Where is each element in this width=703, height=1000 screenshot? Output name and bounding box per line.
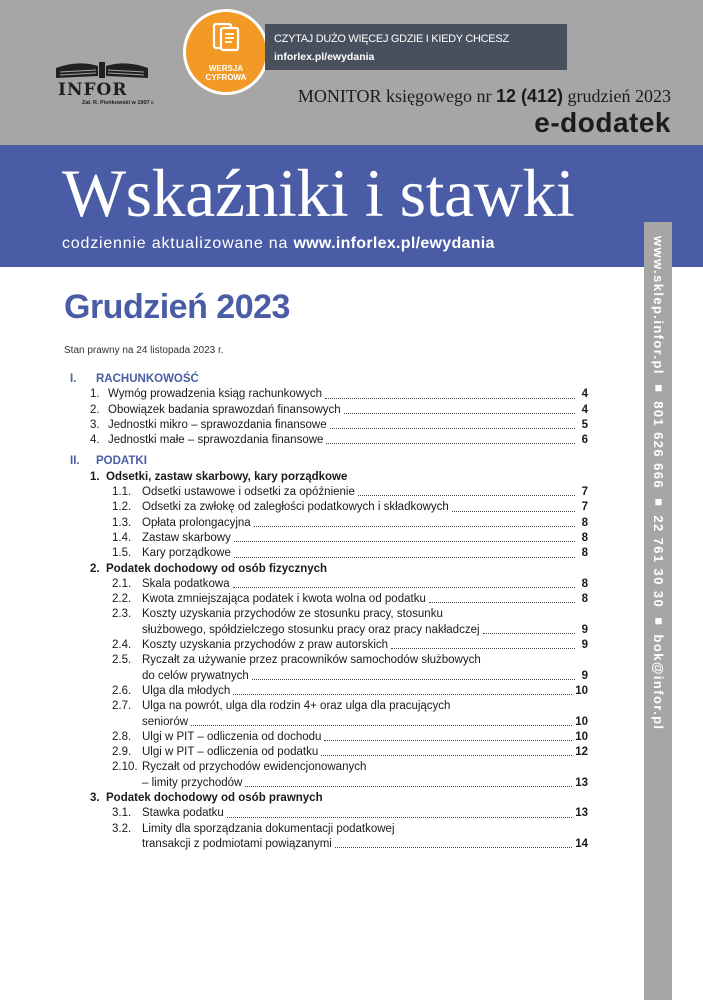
title-subline: [62, 235, 495, 253]
toc-entry-line: [90, 418, 588, 433]
toc-entry-title-cont: seniorów: [142, 715, 189, 728]
toc-entry-line: [90, 403, 588, 418]
toc-page-number: 8: [581, 593, 588, 606]
toc-entry[interactable]: [64, 577, 588, 592]
toc-section-accounting[interactable]: I. RACHUNKOWOŚĆ: [70, 373, 199, 385]
toc-entry-title: Limity dla sporządzania dokumentacji podatkowej: [142, 822, 395, 835]
toc-entry[interactable]: [64, 607, 588, 638]
toc-page-number: 9: [581, 639, 588, 652]
toc-entry-line: [112, 715, 588, 730]
toc-leader-dots: [483, 633, 575, 634]
toc-leader-dots: [429, 602, 575, 603]
toc-entry-line: [112, 546, 588, 561]
toc-subsection[interactable]: 3. Podatek dochodowy od osób prawnych: [90, 792, 323, 805]
toc-entry-number: 1.5.: [112, 547, 132, 560]
toc-entry-line: [90, 433, 588, 448]
toc-entry-title: Ulga na powrót, ulga dla rodzin 4+ oraz ulga dla pracujących: [142, 700, 451, 713]
toc-entry-number: 2.9.: [112, 746, 132, 759]
toc-entry-line: [90, 387, 588, 402]
toc-entry-title-cont: do celów prywatnych: [142, 669, 249, 682]
promo-box[interactable]: [265, 24, 567, 70]
toc-entry[interactable]: [64, 730, 588, 745]
issue-prefix: MONITOR księgowego nr: [297, 86, 496, 106]
toc-entry-title: Ulgi w PIT – odliczenia od podatku: [142, 746, 319, 759]
toc-entry-line: [112, 607, 588, 622]
subline-url[interactable]: www.inforlex.pl/ewydania: [293, 235, 495, 252]
toc-leader-dots: [452, 511, 575, 512]
page-title: Wskaźniki i stawki: [62, 155, 575, 231]
toc-page-number: 10: [575, 715, 588, 728]
table-of-contents: [64, 372, 588, 852]
toc-entry-line: [112, 592, 588, 607]
toc-entry-number: 1.4.: [112, 531, 132, 544]
toc-leader-dots: [234, 541, 575, 542]
toc-entry-number: 2.2.: [112, 593, 132, 606]
toc-entry[interactable]: [64, 516, 588, 531]
toc-entry-title: Koszty uzyskania przychodów ze stosunku pracy, stosunku: [142, 608, 443, 621]
toc-entry[interactable]: [64, 806, 588, 821]
toc-entry-title: Obowiązek badania sprawozdań finansowych: [108, 403, 341, 416]
toc-page-number: 8: [581, 577, 588, 590]
toc-leader-dots: [254, 526, 575, 527]
toc-entry-title: Jednostki mikro – sprawozdania finansowe: [108, 418, 327, 431]
toc-entry[interactable]: [64, 653, 588, 684]
toc-entry-number: 2.5.: [112, 654, 132, 667]
toc-entry-title: Ryczałt od przychodów ewidencjonowanych: [142, 761, 367, 774]
toc-entry[interactable]: [64, 699, 588, 730]
toc-entry[interactable]: [64, 418, 588, 433]
toc-entry-number: 2.8.: [112, 730, 132, 743]
toc-entry[interactable]: [64, 822, 588, 853]
toc-entry-line: [112, 684, 588, 699]
toc-entry-title: Stawka podatku: [142, 807, 224, 820]
toc-page-number: 10: [575, 730, 588, 743]
toc-entry-number: 2.10.: [112, 761, 138, 774]
toc-leader-dots: [344, 413, 575, 414]
toc-entry-number: 1.2.: [112, 501, 132, 514]
toc-leader-dots: [233, 587, 575, 588]
toc-entry[interactable]: [64, 500, 588, 515]
toc-entry[interactable]: [64, 387, 588, 402]
toc-entry-line: [112, 638, 588, 653]
toc-entry-line: [112, 806, 588, 821]
toc-entry-line: [112, 745, 588, 760]
toc-entry-number: 2.: [90, 403, 100, 416]
toc-entry-line: [112, 531, 588, 546]
month-heading: Grudzień 2023: [64, 288, 290, 326]
toc-entry-title: Kary porządkowe: [142, 547, 231, 560]
contact-text: www.sklep.infor.pl ■ 801 626 666 ■ 22 761 30 30 ■ bok@infor.pl: [651, 236, 666, 731]
badge-line-2: CYFROWA: [205, 73, 247, 82]
toc-entry-line: [112, 485, 588, 500]
toc-page-number: 8: [581, 531, 588, 544]
toc-leader-dots: [330, 428, 575, 429]
toc-entry-number: 1.3.: [112, 516, 132, 529]
toc-entry-number: 2.3.: [112, 608, 132, 621]
toc-entry-title: Zastaw skarbowy: [142, 531, 231, 544]
toc-entry-title: Ulga dla młodych: [142, 684, 231, 697]
toc-entry[interactable]: [64, 745, 588, 760]
toc-leader-dots: [227, 817, 572, 818]
toc-leader-dots: [245, 786, 572, 787]
toc-page-number: 13: [575, 776, 588, 789]
toc-leader-dots: [191, 725, 572, 726]
toc-page-number: 7: [581, 486, 588, 499]
toc-entry-line: [112, 516, 588, 531]
toc-entry[interactable]: [64, 760, 588, 791]
toc-page-number: 10: [575, 684, 588, 697]
toc-entry[interactable]: [64, 684, 588, 699]
toc-entry-number: 1.1.: [112, 486, 132, 499]
toc-entry-line: [112, 500, 588, 515]
toc-leader-dots: [358, 495, 575, 496]
toc-page-number: 5: [581, 418, 588, 431]
toc-page-number: 8: [581, 516, 588, 529]
issue-info: [298, 86, 671, 107]
logo-subtitle: Zał. R. Pieńkowski w 1907 r.: [82, 100, 155, 106]
toc-page-number: 4: [581, 388, 588, 401]
toc-entry-number: 3.2.: [112, 822, 132, 835]
toc-page-number: 9: [581, 623, 588, 636]
toc-leader-dots: [325, 398, 575, 399]
toc-entry[interactable]: [64, 546, 588, 561]
toc-entry-line: [112, 822, 588, 837]
toc-entry-number: 2.7.: [112, 700, 132, 713]
toc-entry-title: Opłata prolongacyjna: [142, 516, 251, 529]
legal-status-date: Stan prawny na 24 listopada 2023 r.: [64, 345, 224, 356]
toc-subsection[interactable]: 2. Podatek dochodowy od osób fizycznych: [90, 562, 328, 575]
toc-entry-number: 2.1.: [112, 577, 132, 590]
toc-entry[interactable]: [64, 403, 588, 418]
promo-text: CZYTAJ DUŻO WIĘCEJ GDZIE I KIEDY CHCESZ: [274, 33, 509, 45]
digital-version-badge: [183, 9, 269, 95]
logo-wordmark: INFOR: [58, 80, 128, 100]
toc-leader-dots: [391, 648, 575, 649]
toc-entry-line: [112, 623, 588, 638]
toc-entry-title: Kwota zmniejszająca podatek i kwota wolna od podatku: [142, 593, 426, 606]
toc-page-number: 12: [575, 746, 588, 759]
toc-leader-dots: [321, 755, 572, 756]
toc-page-number: 13: [575, 807, 588, 820]
toc-section-taxes[interactable]: II. PODATKI: [70, 455, 147, 468]
toc-entry-title: Skala podatkowa: [142, 577, 230, 590]
toc-entry-title: Jednostki małe – sprawozdania finansowe: [108, 434, 324, 447]
toc-entry-title: Wymóg prowadzenia ksiąg rachunkowych: [108, 388, 323, 401]
toc-entry-title-cont: – limity przychodów: [142, 776, 243, 789]
book-wings-icon: [52, 58, 152, 82]
toc-page-number: 7: [581, 501, 588, 514]
toc-page-number: 9: [581, 669, 588, 682]
toc-entry-title: Ulgi w PIT – odliczenia od dochodu: [142, 730, 322, 743]
toc-entry-number: 2.4.: [112, 639, 132, 652]
issue-date: grudzień 2023: [563, 86, 671, 106]
toc-entry-line: [112, 837, 588, 852]
toc-entry[interactable]: [64, 531, 588, 546]
toc-entry-line: [112, 653, 588, 668]
toc-leader-dots: [335, 847, 572, 848]
toc-entry[interactable]: [64, 638, 588, 653]
toc-entry[interactable]: [64, 485, 588, 500]
toc-entry-title: Ryczałt za używanie przez pracowników samochodów służbowych: [142, 654, 481, 667]
toc-entry-title: Koszty uzyskania przychodów z praw autorskich: [142, 639, 389, 652]
toc-subsection[interactable]: 1. Odsetki, zastaw skarbowy, kary porządkowe: [90, 470, 348, 483]
toc-leader-dots: [326, 443, 575, 444]
promo-link[interactable]: inforlex.pl/ewydania: [274, 51, 375, 63]
toc-entry-number: 2.6.: [112, 684, 132, 697]
toc-page-number: 8: [581, 547, 588, 560]
toc-entry-line: [112, 760, 588, 775]
issue-number: 12 (412): [495, 86, 564, 106]
toc-entry-number: 4.: [90, 434, 100, 447]
toc-entry-title-cont: służbowego, spółdzielczego stosunku pracy oraz pracy nakładczej: [142, 623, 480, 636]
toc-entry-title: Odsetki za zwłokę od zaległości podatkowych i składkowych: [142, 501, 449, 514]
toc-entry-number: 3.1.: [112, 807, 132, 820]
toc-entry-line: [112, 730, 588, 745]
toc-page-number: 4: [581, 403, 588, 416]
toc-entry-title-cont: transakcji z podmiotami powiązanymi: [142, 837, 332, 850]
toc-entry-line: [112, 699, 588, 714]
tablet-icon: [211, 22, 241, 52]
toc-page-number: 14: [575, 837, 588, 850]
toc-entry-number: 1.: [90, 388, 100, 401]
toc-leader-dots: [324, 740, 572, 741]
toc-entry-line: [112, 776, 588, 791]
toc-leader-dots: [233, 694, 572, 695]
supplement-label: e-dodatek: [534, 107, 671, 138]
toc-entry-line: [112, 669, 588, 684]
toc-entry-title: Odsetki ustawowe i odsetki za opóźnienie: [142, 486, 355, 499]
toc-entry[interactable]: [64, 592, 588, 607]
badge-line-1: WERSJA: [208, 64, 244, 73]
toc-leader-dots: [252, 679, 575, 680]
toc-page-number: 6: [581, 434, 588, 447]
publisher-logo: [52, 58, 155, 108]
toc-entry-number: 3.: [90, 418, 100, 431]
toc-leader-dots: [234, 557, 575, 558]
subline-text: codziennie aktualizowane na: [62, 235, 294, 252]
toc-entry-line: [112, 577, 588, 592]
toc-entry[interactable]: [64, 433, 588, 448]
